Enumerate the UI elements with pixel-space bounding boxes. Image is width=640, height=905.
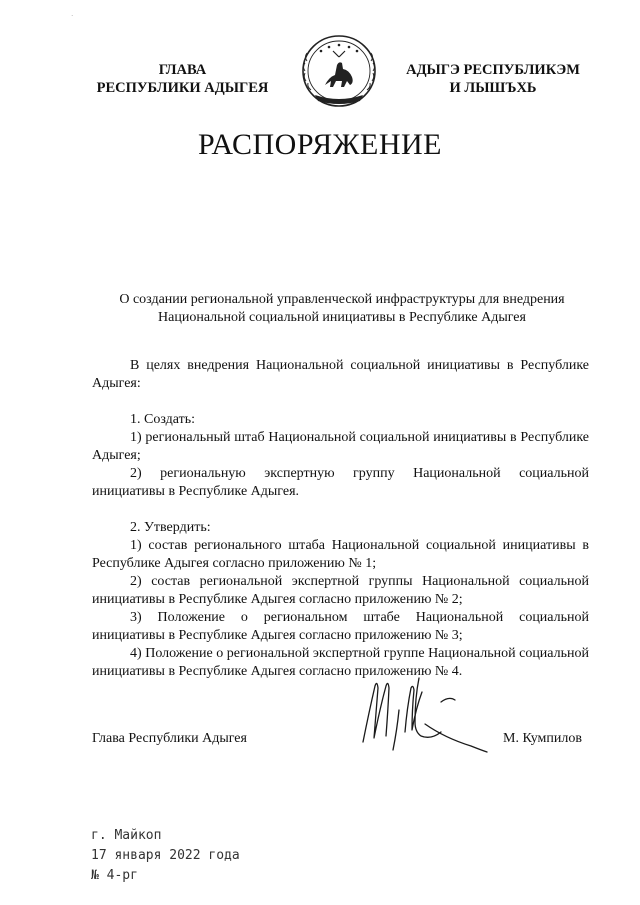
header-left-line1: ГЛАВА bbox=[158, 62, 207, 78]
document-body bbox=[92, 357, 589, 681]
section2-item-3: 3) Положение о региональном штабе Национальной социальной инициативы в Республике Адыгея согласно приложению № 3; bbox=[92, 610, 589, 643]
section1-heading: 1. Создать: bbox=[130, 412, 195, 427]
header-left-line2: РЕСПУБЛИКИ АДЫГЕЯ bbox=[96, 80, 269, 96]
footer-number: № 4-рг bbox=[91, 868, 138, 883]
subject-line2: Национальной социальной инициативы в Республике Адыгея bbox=[158, 310, 526, 325]
header-right bbox=[393, 61, 593, 97]
section2-item-4: 4) Положение о региональной экспертной группе Национальной социальной инициативы в Республике Адыгея согласно приложению № 4. bbox=[92, 646, 589, 679]
header-left bbox=[80, 61, 285, 97]
header-right-line2: И ЛЫШЪХЬ bbox=[449, 80, 537, 96]
section2-item-2: 2) состав региональной экспертной группы Национальной социальной инициативы в Республике Адыгея согласно приложению № 2; bbox=[92, 574, 589, 607]
preamble: В целях внедрения Национальной социальной инициативы в Республике Адыгея: bbox=[92, 358, 589, 391]
scan-corner-mark: · bbox=[71, 12, 74, 20]
document-subject bbox=[92, 291, 592, 327]
document-title: РАСПОРЯЖЕНИЕ bbox=[197, 128, 443, 161]
handwritten-signature bbox=[355, 672, 490, 780]
footer-city: г. Майкоп bbox=[91, 828, 162, 843]
section2-heading: 2. Утвердить: bbox=[130, 520, 211, 535]
signatory-name: М. Кумпилов bbox=[503, 731, 582, 746]
section1-item-1: 1) региональный штаб Национальной социальной инициативы в Республике Адыгея; bbox=[92, 430, 589, 463]
header-right-line1: АДЫГЭ РЕСПУБЛИКЭМ bbox=[406, 62, 580, 78]
signatory-role: Глава Республики Адыгея bbox=[92, 731, 247, 746]
footer-date: 17 января 2022 года bbox=[91, 848, 240, 863]
subject-line1: О создании региональной управленческой инфраструктуры для внедрения bbox=[119, 292, 565, 307]
section2-item-1: 1) состав регионального штаба Национальной социальной инициативы в Республике Адыгея согласно приложению № 1; bbox=[92, 538, 589, 571]
section1-item-2: 2) региональную экспертную группу Национальной социальной инициативы в Республике Адыгея. bbox=[92, 466, 589, 499]
coat-of-arms-icon bbox=[291, 33, 387, 109]
document-footer bbox=[91, 826, 240, 886]
